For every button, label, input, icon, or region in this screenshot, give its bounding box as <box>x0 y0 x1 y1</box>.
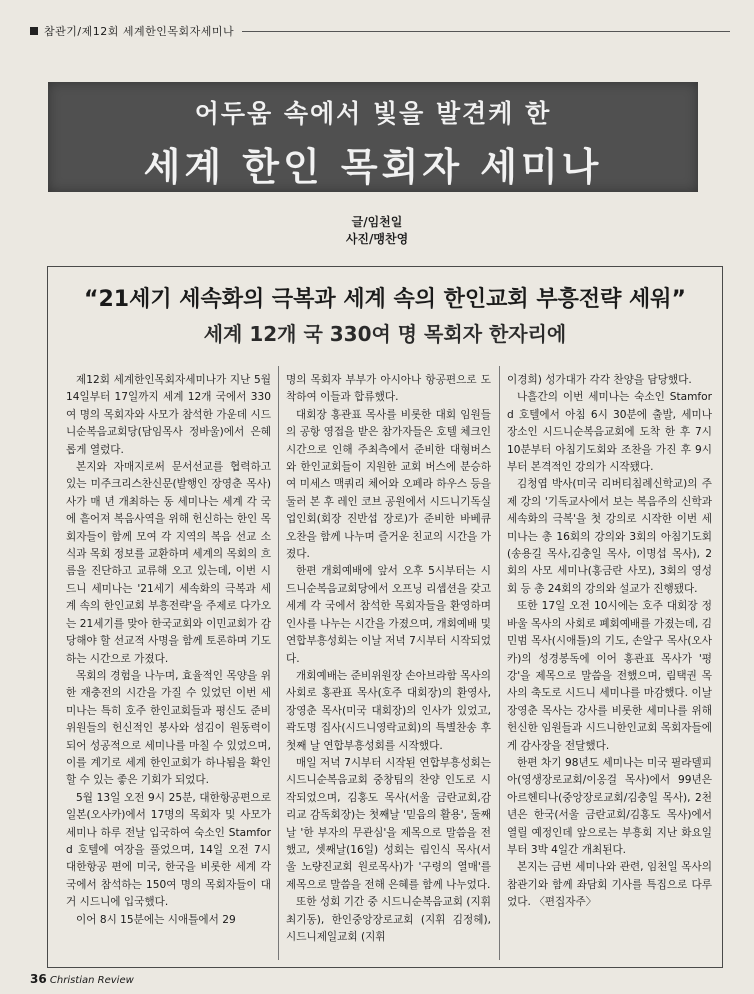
photo-credit: 사진/맹찬영 <box>345 232 409 246</box>
writer-credit: 글/임천일 <box>351 215 403 229</box>
magazine-name: Christian Review <box>49 975 134 986</box>
banner-title: 세계 한인 목회자 세미나 <box>143 145 603 189</box>
paragraph: 한편 차기 98년도 세미나는 미국 필라델피아(영생장로교회/이옹걸 목사)에서 99년은 아르헨티나(중앙장로교회/김충일 목사), 2천년은 한국(서울 금란교회/김홍도 목사)에서 열릴 예정인데 앞으로는 부흥회 지난 화요일부터 3박 4일간 개최된다. <box>507 756 712 856</box>
title-banner <box>48 82 698 192</box>
column-divider <box>278 366 279 960</box>
paragraph: 또한 성회 기간 중 시드니순복음교회 (지휘 최기동), 한인중앙장로교회 (지휘 김정헤), 시드니제일교회 (지휘 <box>286 896 491 943</box>
paragraph: 이경희) 성가대가 각각 찬양을 담당했다. <box>507 374 692 386</box>
headline: “21세기 세속화의 극복과 세계 속의 한인교회 부흥전략 세워” <box>84 287 686 312</box>
body-column-2 <box>286 372 491 952</box>
square-bullet-icon <box>30 27 38 35</box>
running-head-rule <box>242 31 730 32</box>
subheadline: 세계 12개 국 330여 명 목회자 한자리에 <box>203 322 567 346</box>
paragraph: 이어 8시 15분에는 시애틀에서 29 <box>76 913 236 926</box>
paragraph: 목회의 경험을 나누며, 효율적인 목양을 위한 재충전의 시간을 가질 수 있었던 이번 세미나는 특히 호주 한인교회들과 평신도 준비위원들의 헌신적인 봉사와 섬김이 원동력이 되어 성공적으로 세미나를 마칠 수 있었으며, 이를 계기로 세계 한인교회가 하나됨을 확인할 수 있는 좋은 기회가 되었다. <box>66 669 271 787</box>
paragraph: 5월 13일 오전 9시 25분, 대한항공편으로 일본(오사카)에서 17명의 목회자 및 사모가 세미나 하루 전날 입국하여 숙소인 Stamford 호텔에 여장을 풀었으며, 14일 오전 7시 대한항공 편에 미국, 한국을 비롯한 세계 각 국에서 참석하는 150여 명의 목회자들이 대거 시드니에 입국했다. <box>66 791 271 909</box>
paragraph: 또한 17일 오전 10시에는 호주 대회장 정바울 목사의 사회로 폐회예배를 가졌는데, 김민범 목사(시애틀)의 기도, 손알구 목사(오사카)의 성경봉독에 이어 홍관표 목사가 '평강'을 제목으로 말씀을 전했으며, 림택권 목사의 축도로 시드니 세미나를 마감했다. 이날 장영춘 목사는 강사를 비롯한 세미나를 위해 헌신한 임원들과 시드니한인교회 목회자들에게 감사장을 전달했다. <box>507 600 712 752</box>
running-head-text: 참관기/제12회 세계한인목회자세미나 <box>44 25 235 38</box>
paragraph: 김청엽 박사(미국 리버티침례신학교)의 주제 강의 '기독교사에서 보는 복음주의 신학과 세속화의 극복'을 첫 강의로 시작한 이번 세미나는 총 16회의 강의와 3회의 아침기도회(송용길 목사,김충일 목사, 이명섭 목사), 2회의 사모 세미나(홍금란 사모), 3회의 영성회 등 총 24회의 강의와 설교가 진행됐다. <box>507 478 712 595</box>
paragraph: 명의 목회자 부부가 아시아나 항공편으로 도착하여 이들과 합류했다. <box>286 374 491 404</box>
paragraph: 본지는 금번 세미나와 관련, 임천일 목사의 참관기와 함께 좌담회 기사를 특집으로 다루었다. 〈편집자주〉 <box>507 861 712 909</box>
paragraph: 개회예배는 준비위원장 손아브라함 목사의 사회로 홍관표 목사(호주 대회장)의 환영사, 장영춘 목사(미국 대회장)의 인사가 있었고, 곽도명 집사(시드니영락교회)의 특별찬송 후 첫째 날 연합부흥성회를 시작했다. <box>286 669 491 752</box>
paragraph: 제12회 세계한인목회자세미나가 지난 5월 14일부터 17일까지 세계 12개 국에서 330여 명의 목회자와 사모가 참석한 가운데 시드니순복음교회당(담임목사 정바울)에서 은혜롭게 열렸다. <box>66 374 271 456</box>
running-head <box>30 20 730 42</box>
paragraph: 나흘간의 이번 세미나는 숙소인 Stamford 호텔에서 아침 6시 30분에 출발, 세미나 장소인 시드니순복음교회에 도착 한 후 7시 10분부터 아침기도회와 조찬을 가진 후 9시부터 본격적인 강의가 시작됐다. <box>507 391 712 474</box>
byline <box>0 214 754 248</box>
page-footer <box>30 972 134 986</box>
paragraph: 대회장 홍관표 목사를 비롯한 대회 임원들의 공항 영접을 받은 참가자들은 호텔 체크인 시간으로 인해 주최측에서 준비한 대형버스와 한인교회들이 지원한 교회 버스에 분승하여 미세스 맥쿼리 체어와 오페라 하우스 등을 둘러 본 후 레인 코브 공원에서 시드니기독실업인회(회장 진반섭 장로)가 준비한 바베큐 오찬을 함께 나누며 즐거운 친교의 시간을 가졌다. <box>286 408 491 561</box>
body-column-1 <box>66 372 271 952</box>
banner-subtitle: 어두움 속에서 빛을 발견케 한 <box>194 99 552 128</box>
paragraph: 한편 개회예배에 앞서 오후 5시부터는 시드니순복음교회당에서 오프닝 리셉션을 갖고 세계 각 국에서 참석한 목회자들을 환영하며 인사를 나누는 시간을 가졌으며, 개회예배 및 연합부흥성회는 이날 저녁 7시부터 시작되었다. <box>286 565 491 665</box>
page-number: 36 <box>30 972 47 986</box>
paragraph: 매일 저녁 7시부터 시작된 연합부흥성회는 시드니순복음교회 중창팀의 찬양 인도로 시작되었으며, 김홍도 목사(서울 금란교회,감리교 감독회장)는 첫째날 '믿음의 활용', 둘째날 '한 부자의 무관심'을 제목으로 말씀을 전했고, 셋째날(16일) 성회는 림인식 목사(서울 노량진교회 원로목사)가 '구령의 열매'를 제목으로 말씀을 전해 은혜를 함께 나누었다. <box>286 756 491 891</box>
paragraph: 본지와 자매지로써 문서선교를 협력하고 있는 미주크리스찬신문(발행인 장영춘 목사)사가 매 년 개최하는 동 세미나는 세계 각 국에 흩어져 복음사역을 위해 헌신하는 한인 목회자들이 함께 모여 각 지역의 복음 선교 소식과 목회 정보를 교환하며 세계의 목회의 흐름을 진단하고 교류해 오고 있는데, 이번 시드니 세미나는 '21세기 세속화의 극복과 세계 속의 한인교회 부흥전략'을 주제로 다가오는 21세기를 맞아 한국교회와 이민교회가 감당해야 할 선교적 사명을 함께 토론하며 기도하는 시간으로 가졌다. <box>66 461 271 665</box>
column-divider <box>499 366 500 960</box>
body-column-3 <box>507 372 712 952</box>
